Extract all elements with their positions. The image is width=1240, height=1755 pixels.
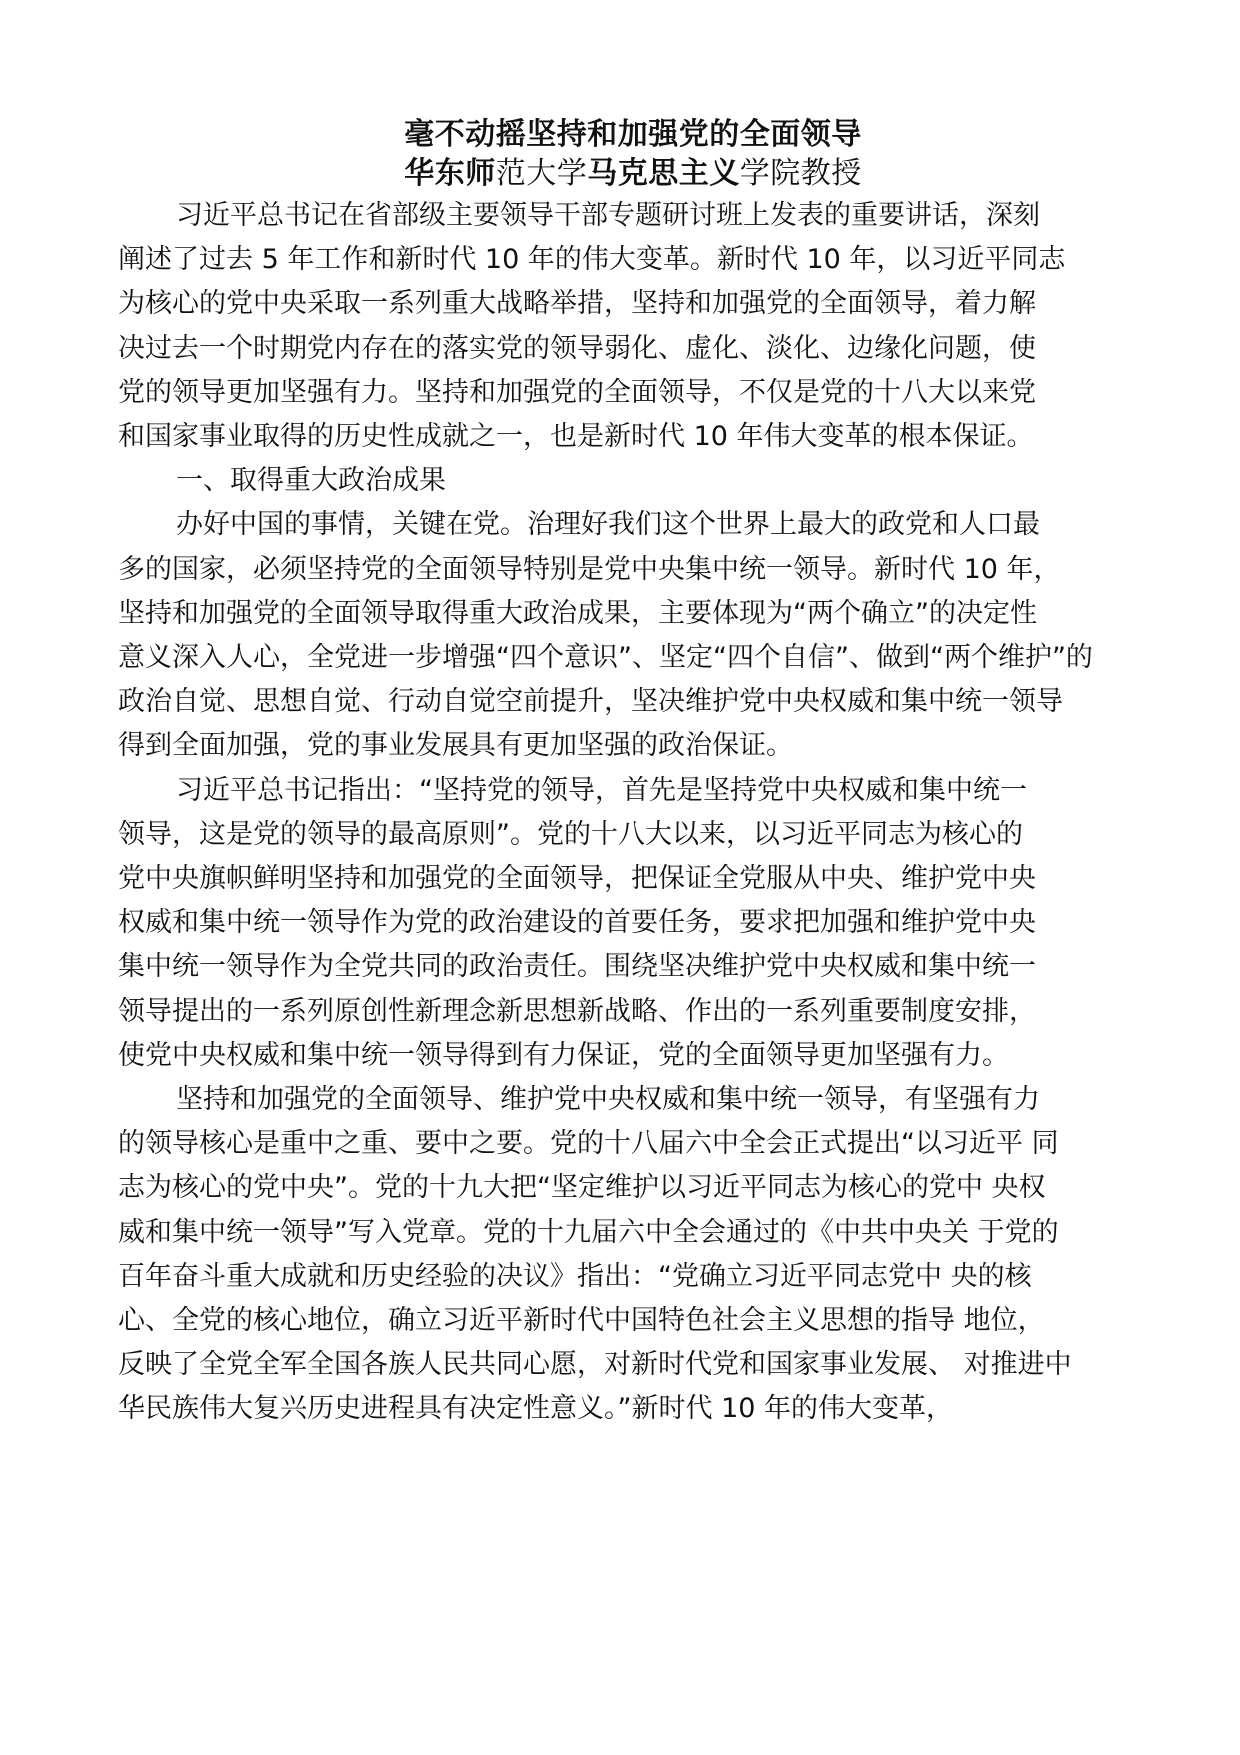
text-line: 心、全党的核心地位，确立习近平新时代中国特色社会主义思想的指导 地位， (118, 1305, 1045, 1337)
text-line: 阐述了过去 5 年工作和新时代 10 年的伟大变革。新时代 10 年，以习近平同志 (118, 244, 1066, 276)
text-line: 坚持和加强党的全面领导取得重大政治成果，主要体现为“两个确立”的决定性 (118, 597, 1037, 629)
text-line: 为核心的党中央采取一系列重大战略举措，坚持和加强党的全面领导，着力解 (118, 288, 1036, 320)
text-line: 的领导核心是重中之重、要中之要。党的十八届六中全会正式提出“以习近平 同 (118, 1128, 1059, 1160)
text-line: 意义深入人心，全党进一步增强“四个意识”、坚定“四个自信”、做到“两个维护”的 (118, 642, 1093, 674)
text-line: 一、取得重大政治成果 (176, 465, 446, 497)
text-line: 办好中国的事情，关键在党。治理好我们这个世界上最大的政党和人口最 (176, 509, 1040, 541)
section-heading (118, 459, 1148, 503)
document-page (118, 116, 1148, 1432)
text-line: 得到全面加强，党的事业发展具有更加坚强的政治保证。 (118, 730, 793, 762)
text-line: 多的国家，必须坚持党的全面领导特别是党中央集中统一领导。新时代 10 年， (118, 553, 1061, 585)
text-line: 集中统一领导作为全党共同的政治责任。围绕坚决维护党中央权威和集中统一 (118, 951, 1036, 983)
text-line: 百年奋斗重大成就和历史经验的决议》指出：“党确立习近平同志党中 央的核 (118, 1260, 1032, 1292)
document-subtitle (118, 154, 1148, 194)
paragraph-3 (118, 769, 1148, 1078)
text-line: 领导，这是党的领导的最高原则”。党的十八大以来，以习近平同志为核心的 (118, 818, 1023, 850)
paragraph-1 (118, 194, 1148, 459)
paragraph-2 (118, 503, 1148, 768)
subtitle-part: 华东师 (404, 156, 496, 191)
paragraph-4 (118, 1078, 1148, 1432)
subtitle-part: 马克思主义 (587, 156, 740, 191)
text-line: 党的领导更加坚强有力。坚持和加强党的全面领导，不仅是党的十八大以来党 (118, 376, 1036, 408)
text-line: 威和集中统一领导”写入党章。党的十九届六中全会通过的《中共中央关 于党的 (118, 1216, 1059, 1248)
subtitle-part: 学院教授 (739, 156, 862, 191)
text-line: 习近平总书记在省部级主要领导干部专题研讨班上发表的重要讲话，深刻 (176, 200, 1040, 231)
text-line: 党中央旗帜鲜明坚持和加强党的全面领导，把保证全党服从中央、维护党中央 (118, 863, 1036, 895)
text-line: 坚持和加强党的全面领导、维护党中央权威和集中统一领导，有坚强有力 (176, 1084, 1040, 1116)
text-line: 志为核心的党中央”。党的十九大把“坚定维护以习近平同志为核心的党中 央权 (118, 1172, 1046, 1204)
text-line: 使党中央权威和集中统一领导得到有力保证，党的全面领导更加坚强有力。 (118, 1039, 1009, 1071)
text-line: 决过去一个时期党内存在的落实党的领导弱化、虚化、淡化、边缘化问题，使 (118, 332, 1036, 364)
text-line: 习近平总书记指出：“坚持党的领导，首先是坚持党中央权威和集中统一 (176, 774, 1027, 806)
text-line: 华民族伟大复兴历史进程具有决定性意义。”新时代 10 年的伟大变革， (118, 1393, 954, 1425)
text-line: 和国家事业取得的历史性成就之一，也是新时代 10 年伟大变革的根本保证。 (118, 421, 1034, 453)
text-line: 权威和集中统一领导作为党的政治建设的首要任务，要求把加强和维护党中央 (118, 907, 1036, 939)
document-title: 毫不动摇坚持和加强党的全面领导 (404, 117, 862, 152)
text-line: 反映了全党全军全国各族人民共同心愿，对新时代党和国家事业发展、 对推进中 (118, 1349, 1072, 1381)
subtitle-part: 范大学 (495, 156, 588, 191)
text-line: 领导提出的一系列原创性新理念新思想新战略、作出的一系列重要制度安排， (118, 995, 1036, 1027)
text-line: 政治自觉、思想自觉、行动自觉空前提升，坚决维护党中央权威和集中统一领导 (118, 686, 1063, 718)
